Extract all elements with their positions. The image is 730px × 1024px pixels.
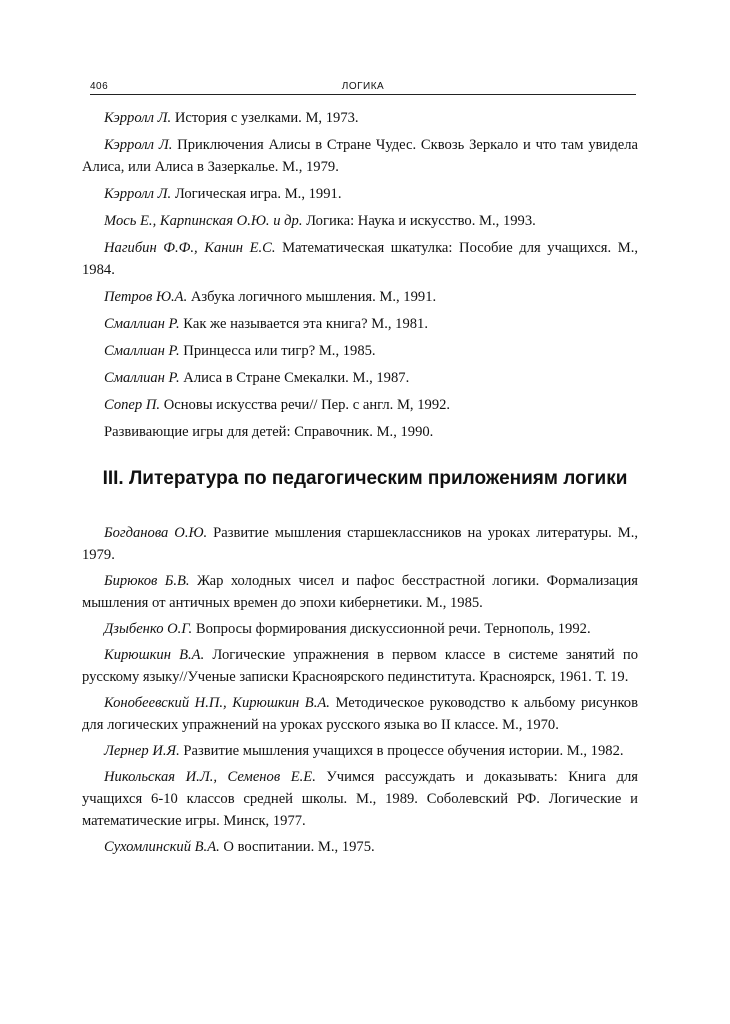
page-content: [82, 107, 638, 862]
entry-text: Методическое руководство к альбому рисунков для логических упражнений на уроках русского языка во II классе. М., 1970.: [82, 695, 638, 733]
bibliography-entry: [82, 522, 638, 566]
bibliography-entry: [82, 570, 638, 614]
bibliography-entry: [82, 237, 638, 281]
entry-author: Смаллиан Р.: [104, 316, 180, 332]
bibliography-entry: [82, 394, 638, 416]
entry-text: Основы искусства речи// Пер. с англ. М, 1992.: [160, 397, 451, 413]
bibliography-list-1: [82, 107, 638, 443]
bibliography-entry: [82, 766, 638, 832]
entry-text: Математическая шкатулка: Пособие для учащихся. М., 1984.: [82, 240, 638, 278]
bibliography-entry: [82, 421, 638, 443]
bibliography-entry: [82, 692, 638, 736]
entry-author: Петров Ю.А.: [104, 289, 188, 305]
entry-text: Логические упражнения в первом классе в системе занятий по русскому языку//Ученые записки Красноярского пединститута. Красноярск, 1961. Т. 19.: [82, 647, 639, 685]
running-title: ЛОГИКА: [341, 81, 385, 92]
entry-text: Приключения Алисы в Стране Чудес. Сквозь Зеркало и что там увидела Алиса, или Алиса в Зазеркалье. М., 1979.: [82, 137, 638, 175]
running-header: [90, 80, 636, 95]
bibliography-entry: [82, 183, 638, 205]
entry-author: Бирюков Б.В.: [104, 573, 190, 589]
bibliography-entry: [82, 313, 638, 335]
bibliography-entry: [82, 107, 638, 129]
entry-text: Развитие мышления старшеклассников на уроках литературы. М., 1979.: [82, 525, 638, 563]
entry-author: Сопер П.: [104, 397, 161, 413]
entry-text: Логика: Наука и искусство. М., 1993.: [302, 213, 536, 229]
entry-author: Конобеевский Н.П., Кирюшкин В.А.: [104, 695, 330, 711]
entry-text: История с узелками. М, 1973.: [171, 110, 359, 126]
entry-text: Азбука логичного мышления. М., 1991.: [187, 289, 437, 305]
bibliography-entry: [82, 644, 638, 688]
entry-text: Алиса в Стране Смекалки. М., 1987.: [179, 370, 410, 386]
entry-author: Кэрролл Л.: [104, 137, 173, 153]
entry-author: Кэрролл Л.: [104, 186, 172, 202]
entry-author: Никольская И.Л., Семенов Е.Е.: [104, 769, 316, 785]
entry-text: О воспитании. М., 1975.: [219, 839, 375, 855]
bibliography-entry: [82, 836, 638, 858]
bibliography-list-2: [82, 522, 638, 858]
entry-author: Дзыбенко О.Г.: [104, 621, 193, 637]
entry-author: Нагибин Ф.Ф., Канин Е.С.: [104, 240, 276, 256]
bibliography-entry: [82, 286, 638, 308]
entry-text: Развитие мышления учащихся в процессе обучения истории. М., 1982.: [179, 743, 624, 759]
entry-author: Кэрролл Л.: [104, 110, 172, 126]
entry-text: Как же называется эта книга? М., 1981.: [179, 316, 428, 332]
bibliography-entry: [82, 618, 638, 640]
entry-text: Учимся рассуждать и доказывать: Книга для учащихся 6-10 классов средней школы. М., 1989. Соболевский РФ. Логические и математические игры. Минск, 1977.: [82, 769, 638, 829]
bibliography-entry: [82, 134, 638, 178]
entry-text: Жар холодных чисел и пафос бесстрастной логики. Формализация мышления от античных времен до эпохи кибернетики. М., 1985.: [82, 573, 638, 611]
bibliography-entry: [82, 740, 638, 762]
entry-text: Вопросы формирования дискуссионной речи. Тернополь, 1992.: [192, 621, 591, 637]
entry-author: Смаллиан Р.: [104, 370, 180, 386]
bibliography-entry: [82, 210, 638, 232]
page-number: 406: [90, 81, 109, 92]
section-heading: III. Литература по педагогическим приложениям логики: [102, 468, 628, 489]
bibliography-entry: [82, 367, 638, 389]
entry-author: Кирюшкин В.А.: [104, 647, 205, 663]
entry-author: Сухомлинский В.А.: [104, 839, 220, 855]
entry-text: Принцесса или тигр? М., 1985.: [179, 343, 376, 359]
entry-author: Лернер И.Я.: [104, 743, 180, 759]
entry-author: Богданова О.Ю.: [104, 525, 208, 541]
entry-author: Смаллиан Р.: [104, 343, 180, 359]
entry-author: Мось Е., Карпинская О.Ю. и др.: [104, 213, 303, 229]
entry-text: Логическая игра. М., 1991.: [171, 186, 342, 202]
bibliography-entry: [82, 340, 638, 362]
entry-text: Развивающие игры для детей: Справочник. М., 1990.: [104, 424, 434, 440]
